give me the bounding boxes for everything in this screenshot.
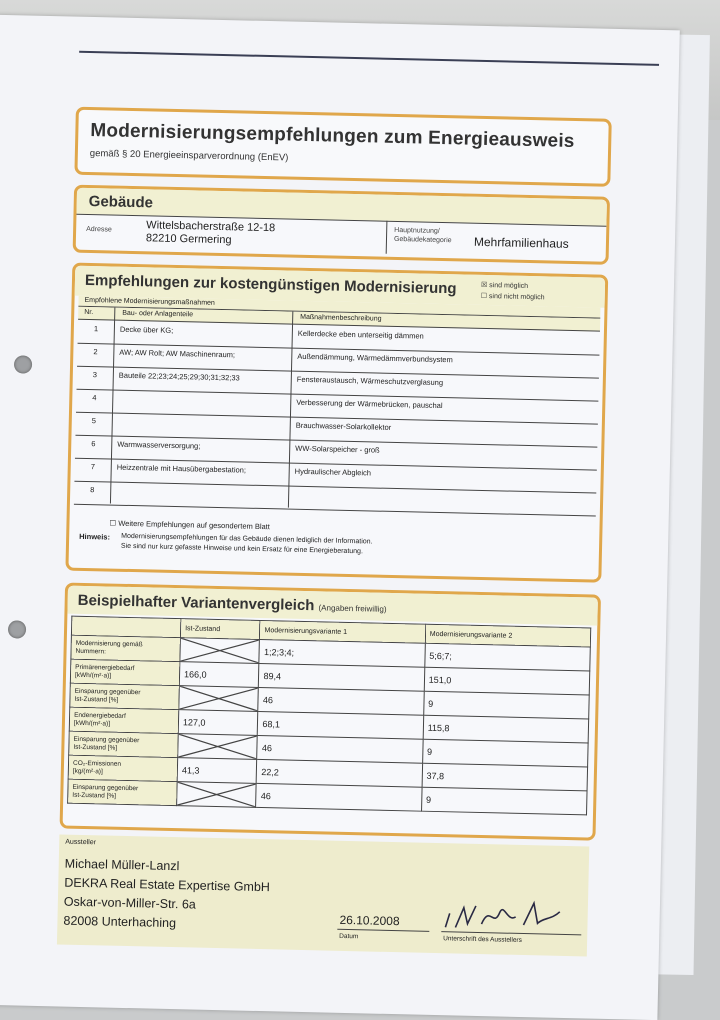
crossed-cell-icon <box>180 638 259 663</box>
col-nr-header: Nr. <box>84 308 94 317</box>
row-label <box>69 707 179 733</box>
row-bauteil: Heizzentrale mit Hausübergabestation; <box>116 462 247 475</box>
row-bauteil: Bauteile 22;23;24;25;29;30;31;32;33 <box>118 370 240 383</box>
col-ist-header: Ist-Zustand <box>180 619 260 640</box>
row-label-line1: Einsparung gegenüber <box>74 687 141 696</box>
aussteller-section <box>57 834 589 956</box>
v2-value: 9 <box>421 787 587 815</box>
v1-value: 46 <box>258 687 424 715</box>
title-box <box>74 107 611 187</box>
v2-value: 37,8 <box>422 763 588 791</box>
adresse-line1: Wittelsbacherstraße 12-18 <box>146 219 276 235</box>
col-massnahme-header: Maßnahmenbeschreibung <box>300 313 382 323</box>
varianten-heading: Beispielhafter Variantenvergleich <box>77 591 315 615</box>
row-label-line2: Ist-Zustand [%] <box>72 791 117 800</box>
row-massnahme: Verbesserung der Wärmebrücken, pauschal <box>296 397 443 411</box>
row-number: 3 <box>92 370 98 380</box>
aussteller-label: Aussteller <box>65 838 97 847</box>
row-label-line1: Endenergiebedarf <box>74 711 126 720</box>
row-label <box>68 755 178 781</box>
row-number: 5 <box>91 416 97 426</box>
v1-value: 89,4 <box>259 663 425 691</box>
aussteller-city: 82008 Unterhaching <box>63 913 177 931</box>
legend-not-possible: ☐ sind nicht möglich <box>480 292 545 302</box>
row-label-line2: Ist-Zustand [%] <box>73 743 118 752</box>
ist-value: 127,0 <box>178 710 258 736</box>
legend-possible: ☒ sind möglich <box>480 281 529 290</box>
row-label-line2: [kWh/(m²·a)] <box>73 719 111 728</box>
ist-value <box>180 638 260 664</box>
hinweis-label: Hinweis: <box>79 531 111 542</box>
row-bauteil: Warmwasserversorgung; <box>117 439 201 451</box>
row-massnahme: Außendämmung, Wärmedämmverbundsystem <box>297 351 453 365</box>
document-page <box>0 14 680 1020</box>
crossed-cell-icon <box>178 734 257 759</box>
row-label-line2: [kg/(m²·a)] <box>72 767 103 775</box>
v2-value: 151,0 <box>424 667 590 695</box>
row-label-line2: [kWh/(m²·a)] <box>74 671 112 680</box>
date-label: Datum <box>339 932 359 941</box>
hinweis-line2: Sie sind nur kurz gefasste Hinweise und kein Ersatz für eine Energieberatung. <box>120 542 364 556</box>
varianten-corner <box>71 616 180 637</box>
crossed-cell-icon <box>177 782 256 807</box>
aussteller-name: Michael Müller-Lanzl <box>64 856 180 874</box>
row-label-line1: CO₂-Emissionen <box>72 759 122 768</box>
document-subtitle: gemäß § 20 Energieeinsparverordnung (EnEV) <box>89 147 289 164</box>
row-label <box>70 683 180 709</box>
adresse-label: Adresse <box>86 225 112 234</box>
row-label <box>69 731 179 757</box>
row-label-line1: Einsparung gegenüber <box>73 735 140 744</box>
row-massnahme: Fensteraustausch, Wärmeschutzverglasung <box>296 374 444 388</box>
ist-value <box>178 734 258 760</box>
v2-value: 5;6;7; <box>425 643 591 671</box>
row-number: 2 <box>93 347 98 357</box>
empfehlungen-section <box>65 263 608 583</box>
v1-value: 46 <box>256 783 422 811</box>
signature-label: Unterschrift des Ausstellers <box>443 935 522 944</box>
empfehlungen-heading: Empfehlungen zur kostengünstigen Modernisierung <box>84 271 457 298</box>
row-label-line2: Ist-Zustand [%] <box>74 695 119 704</box>
row-number: 7 <box>90 462 96 472</box>
col-bauteil-header: Bau- oder Anlagenteile <box>122 309 194 319</box>
page-edge-line <box>79 51 659 66</box>
empfehlungen-subheader: Empfohlene Modernisierungsmaßnahmen <box>84 296 215 307</box>
weitere-empfehlungen: ☐ Weitere Empfehlungen auf gesondertem Blatt <box>109 518 270 532</box>
punch-hole-icon <box>8 620 26 638</box>
v1-value: 46 <box>257 735 423 763</box>
v2-value: 9 <box>422 739 588 767</box>
row-bauteil: Decke über KG; <box>119 324 174 335</box>
row-number: 8 <box>90 485 95 495</box>
v1-value: 22,2 <box>257 759 423 787</box>
nutzung-value: Mehrfamilienhaus <box>473 234 569 251</box>
varianten-table <box>67 616 591 816</box>
signature-icon <box>441 893 582 936</box>
row-label <box>71 635 181 661</box>
row-label-line1: Einsparung gegenüber <box>72 783 139 792</box>
row-label-line2: Nummern: <box>75 647 106 655</box>
row-massnahme: Hydraulischer Abgleich <box>294 466 372 478</box>
ist-value: 41,3 <box>177 758 257 784</box>
v2-value: 115,8 <box>423 715 589 743</box>
gebaeude-heading: Gebäude <box>88 192 154 212</box>
row-label <box>68 779 178 805</box>
crossed-cell-icon <box>179 686 258 711</box>
nutzung-label: Hauptnutzung/ <box>394 226 440 235</box>
col-v1-header: Modernisierungsvariante 1 <box>260 620 426 643</box>
gebaeude-section <box>73 185 610 265</box>
hinweis-line1: Modernisierungsempfehlungen für das Gebäude dienen lediglich der Information. <box>121 532 373 546</box>
ist-value: 166,0 <box>179 662 259 688</box>
row-massnahme: Brauchwasser-Solarkollektor <box>295 420 392 432</box>
row-number: 6 <box>91 439 96 449</box>
kategorie-label: Gebäudekategorie <box>393 235 452 245</box>
row-number: 4 <box>92 393 97 403</box>
row-label <box>70 659 180 685</box>
adresse-line2: 82210 Germering <box>145 232 232 247</box>
aussteller-date: 26.10.2008 <box>339 912 400 929</box>
row-number: 1 <box>93 324 99 334</box>
punch-hole-icon <box>14 355 32 373</box>
aussteller-street: Oskar-von-Miller-Str. 6a <box>63 894 196 912</box>
v1-value: 68,1 <box>258 711 424 739</box>
row-massnahme: WW-Solarspeicher - groß <box>295 443 380 455</box>
varianten-section <box>60 583 601 841</box>
varianten-note: (Angaben freiwillig) <box>318 603 387 614</box>
document-title: Modernisierungsempfehlungen zum Energieausweis <box>90 119 575 152</box>
row-bauteil: AW; AW Rolt; AW Maschinenraum; <box>119 347 236 360</box>
row-label-line1: Modernisierung gemäß <box>75 639 143 648</box>
v1-value: 1;2;3;4; <box>259 639 425 667</box>
ist-value <box>179 686 259 712</box>
row-label-line1: Primärenergiebedarf <box>75 663 135 672</box>
aussteller-company: DEKRA Real Estate Expertise GmbH <box>64 875 271 895</box>
col-v2-header: Modernisierungsvariante 2 <box>425 624 591 647</box>
row-massnahme: Kellerdecke eben unterseitig dämmen <box>297 328 424 341</box>
ist-value <box>177 782 257 808</box>
v2-value: 9 <box>423 691 589 719</box>
